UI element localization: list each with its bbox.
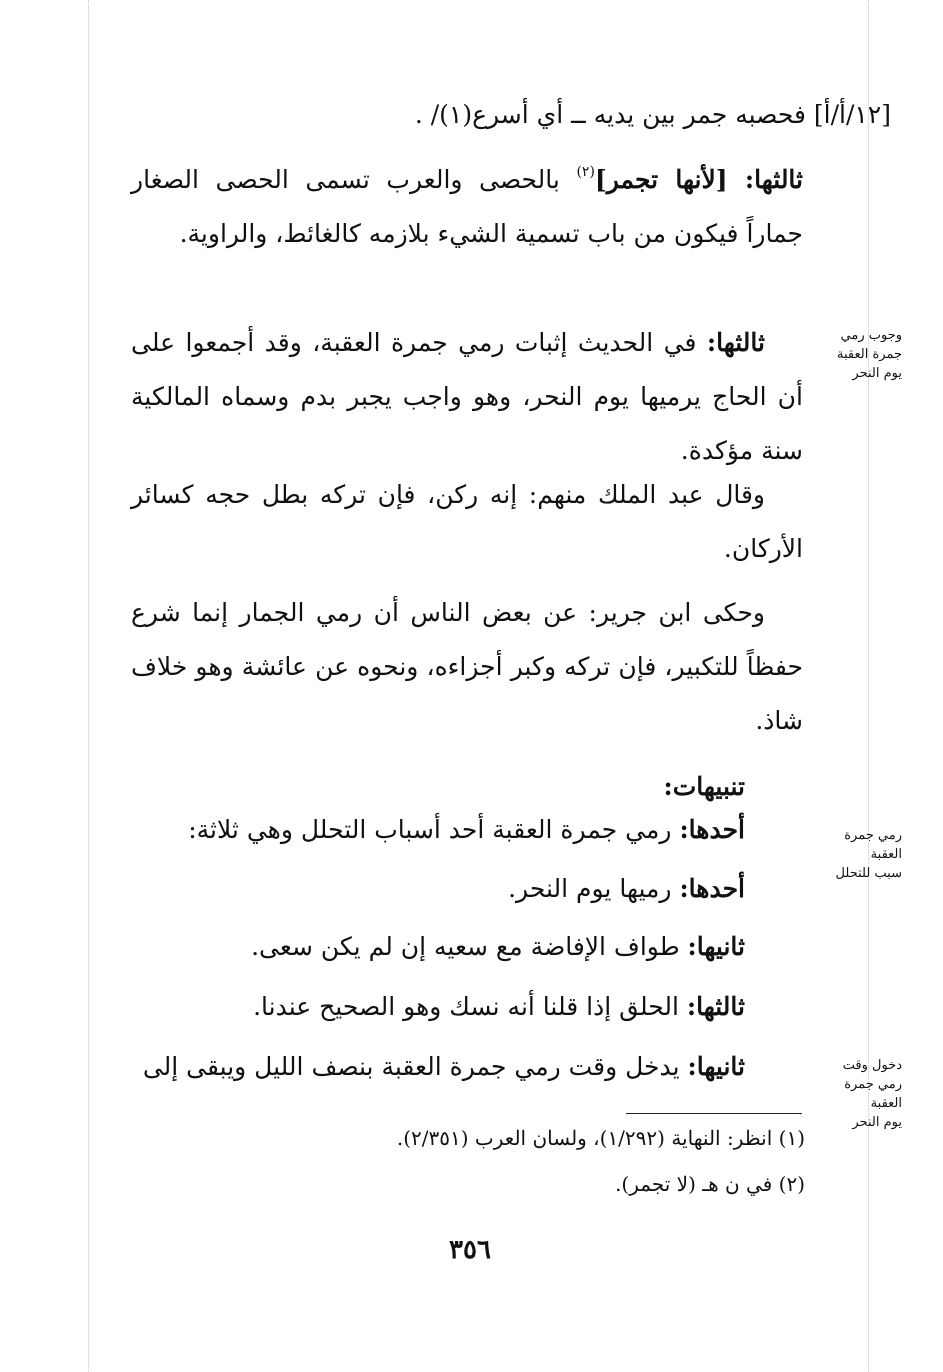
margin-note-obligation: وجوب رمي جمرة العقبة يوم النحر [837,328,902,381]
paragraph-thirdly-jamr: ثالثها: [لأنها تجمر]$^{(٢)}$ بالحصى والعرب تسمى الحصى الصغار جماراً فيكون من باب تسمية الشيء بلازمه كالغائط، والراوية. [131,164,804,248]
footnote-2: (٢) في ن هـ (لا تجمر). [615,1172,805,1196]
paragraph-lead: أحدها: [679,874,745,903]
scan-artifact-line [868,0,869,1372]
paragraph-thirdly-ruling: ثالثها: في الحديث إثبات رمي جمرة العقبة، وقد أجمعوا على أن الحاج يرميها يوم النحر، وهو واجب يجبر بدم وسماه المالكية سنة مؤكدة. [131,328,803,465]
paragraph-first-note: أحدها: رمي جمرة العقبة أحد أسباب التحلل وهي ثلاثة: [188,815,745,844]
paragraph-lead: ثالثها: [706,328,765,357]
paragraph-lead: ثانيها: [687,932,745,961]
margin-note-time: دخول وقت رمي جمرة العقبة يوم النحر [842,1058,902,1130]
paragraph-lead: أحدها: [679,815,745,844]
footnote-1: (١) انظر: النهاية (١/٢٩٢)، ولسان العرب (٢/٣٥١). [396,1126,805,1150]
bracketed-text: [لأنها تجمر] [594,165,745,194]
paragraph-second-note: ثانيها: يدخل وقت رمي جمرة العقبة بنصف الليل ويبقى إلى [142,1052,745,1081]
paragraph-lead: ثالثها: [686,992,745,1021]
paragraph-second-cause: ثانيها: طواف الإفاضة مع سعيه إن لم يكن سعى. [251,932,745,961]
section-heading: تنبيهات: [663,772,745,801]
paragraph-third-cause: ثالثها: الحلق إذا قلنا أنه نسك وهو الصحيح عندنا. [253,992,745,1021]
page-number: ٣٥٦ [449,1235,491,1265]
paragraph-abdulmalik: وقال عبد الملك منهم: إنه ركن، فإن تركه بطل حجه كسائر الأركان. [131,480,803,563]
paragraph-continuation: [١٢/أ/أ] فحصبه جمر بين يديه ــ أي أسرع(١)/ . [414,100,891,129]
paragraph-first-cause: أحدها: رميها يوم النحر. [508,874,745,903]
paragraph-lead: ثالثها: [744,165,804,194]
paragraph-lead: ثانيها: [687,1052,745,1081]
footnote-ref[interactable]: (٢) [576,164,595,180]
margin-note-cause: رمي جمرة العقبة سبب للتحلل [835,828,902,881]
scan-artifact-line [88,0,89,1372]
footnote-separator [626,1113,802,1114]
paragraph-ibn-jarir: وحكى ابن جرير: عن بعض الناس أن رمي الجمار إنما شرع حفظاً للتكبير، فإن تركه وكبر أجزاءه، ونحوه عن عائشة وهو خلاف شاذ. [131,598,803,735]
